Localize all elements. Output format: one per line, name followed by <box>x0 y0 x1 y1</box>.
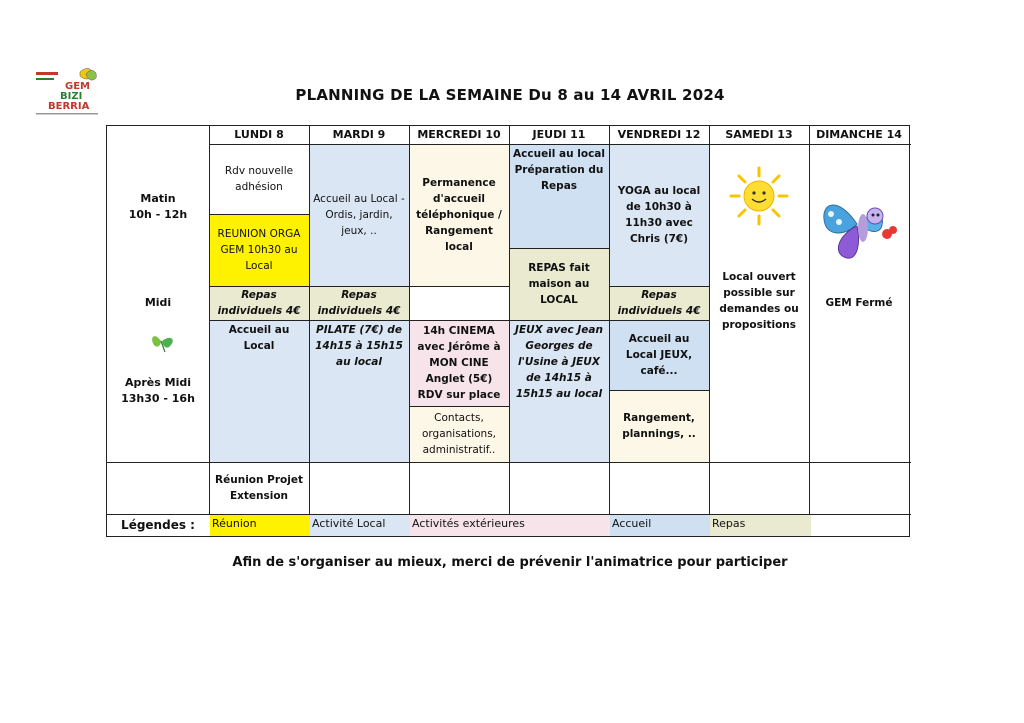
grid-line <box>209 214 309 215</box>
cell-vendredi-accueil: Accueil au Local JEUX, café... <box>609 320 709 390</box>
legend-label: Légendes : <box>121 518 195 532</box>
gem-logo <box>30 66 110 121</box>
cell-jeudi-repas: REPAS fait maison au LOCAL <box>509 248 609 320</box>
header-jeudi: JEUDI 11 <box>532 128 586 141</box>
grid-line <box>209 144 911 145</box>
legend-repas: Repas <box>710 515 811 536</box>
cell-jeudi-jeux: JEUX avec Jean Georges de l'Usine à JEUX de 14h15 à 15h15 au local <box>509 320 609 462</box>
cell-lundi-reunion: REUNION ORGA GEM 10h30 au Local <box>209 214 309 286</box>
grid-line <box>609 390 709 391</box>
planning-table <box>106 125 910 537</box>
legend-activites-exterieures: Activités extérieures <box>410 515 611 536</box>
grid-line <box>809 126 810 536</box>
cell-lundi-rdv: Rdv nouvelle adhésion <box>224 165 294 193</box>
grid-line <box>209 126 210 514</box>
footer-note: Afin de s'organiser au mieux, merci de prévenir l'animatrice pour participer <box>232 555 788 570</box>
cell-mercredi-cinema: 14h CINEMA avec Jérôme à MON CINE Anglet (5€) RDV sur place <box>409 320 509 406</box>
cell-lundi-projet: Réunion Projet Extension <box>215 474 303 502</box>
time-midi: Midi <box>144 296 172 309</box>
svg-text:GEM: GEM <box>65 81 90 92</box>
time-apres-midi: Après Midi <box>124 376 191 389</box>
time-matin-hours: 10h - 12h <box>128 208 188 221</box>
butterfly-icon <box>147 326 177 356</box>
grid-line <box>509 126 510 536</box>
grid-line <box>309 286 409 287</box>
header-dimanche: DIMANCHE 14 <box>816 128 902 141</box>
cell-lundi-accueil: Accueil au Local <box>209 320 309 462</box>
header-mardi: MARDI 9 <box>332 128 386 141</box>
cell-mardi-repas: Repas individuels 4€ <box>309 286 409 320</box>
legend-activite-local: Activité Local <box>310 515 411 536</box>
header-vendredi: VENDREDI 12 <box>617 128 701 141</box>
time-matin: Matin <box>140 192 176 205</box>
svg-text:BERRIA: BERRIA <box>48 101 90 112</box>
time-apres-midi-hours: 13h30 - 16h <box>121 392 195 405</box>
svg-text:BIZI: BIZI <box>60 91 83 102</box>
sun-icon <box>729 166 789 226</box>
cell-mardi-accueil: Accueil au Local - Ordis, jardin, jeux, .. <box>309 144 409 286</box>
cell-vendredi-rangement: Rangement, plannings, .. <box>609 390 709 462</box>
cell-jeudi-accueil: Accueil au local Préparation du Repas <box>509 144 609 248</box>
cell-vendredi-repas: Repas individuels 4€ <box>609 286 709 320</box>
grid-line <box>409 286 509 287</box>
header-samedi: SAMEDI 13 <box>725 128 793 141</box>
page-title: PLANNING DE LA SEMAINE Du 8 au 14 AVRIL 2024 <box>295 86 725 104</box>
cell-samedi: Local ouvert possible sur demandes ou propositions <box>719 271 799 331</box>
header-mercredi: MERCREDI 10 <box>417 128 501 141</box>
cell-lundi-repas: Repas individuels 4€ <box>209 286 309 320</box>
legend-accueil: Accueil <box>610 515 711 536</box>
grid-line <box>609 126 610 514</box>
grid-line <box>209 286 309 287</box>
cell-mardi-pilate: PILATE (7€) de 14h15 à 15h15 au local <box>309 320 409 462</box>
cell-vendredi-yoga: YOGA au local de 10h30 à 11h30 avec Chris (7€) <box>609 144 709 286</box>
cell-dimanche: GEM Fermé <box>825 297 893 309</box>
grid-line <box>209 320 709 321</box>
legend-reunion: Réunion <box>210 515 311 536</box>
header-lundi: LUNDI 8 <box>234 128 284 141</box>
cell-mercredi-permanence: Permanence d'accueil téléphonique / Rangement local <box>409 144 509 286</box>
cell-mercredi-contacts: Contacts, organisations, administratif.. <box>409 406 509 462</box>
grid-line <box>709 126 710 536</box>
grid-line <box>409 406 509 407</box>
grid-line <box>309 126 310 536</box>
butterfly-character-icon <box>817 184 901 264</box>
grid-line <box>509 248 609 249</box>
grid-line <box>409 126 410 514</box>
grid-line <box>609 286 709 287</box>
